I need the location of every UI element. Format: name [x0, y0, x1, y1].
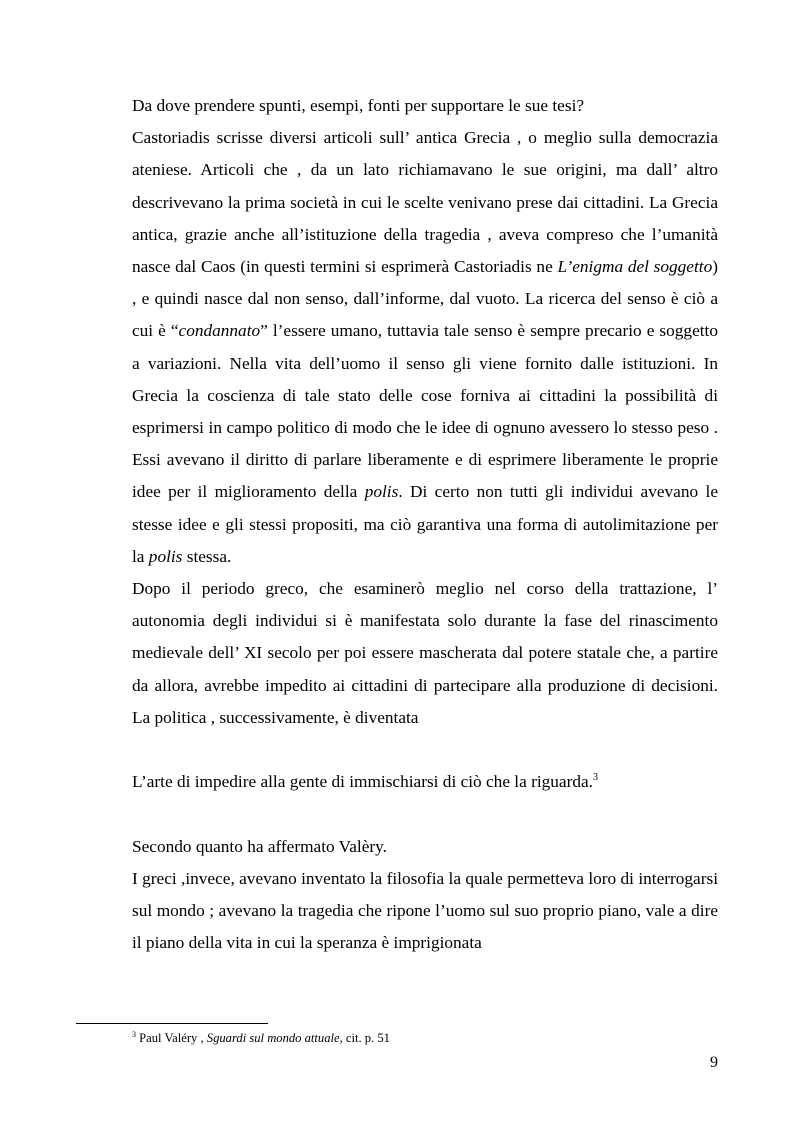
- italic-term: polis: [148, 546, 183, 566]
- paragraph-text: Dopo il periodo greco, che esaminerò meglio nel corso della trattazione, l’ autonomia degli individui si è manifestata solo durante la fase del rinascimento medievale dell’ XI secolo per poi essere mascherata dal potere statale che, a partire da allora, avrebbe impedito ai cittadini di partecipare alla produzione di decisioni. La politica , successivamente, è diventata: [132, 579, 718, 727]
- italic-term: condannato: [178, 321, 261, 341]
- italic-book-title: L’enigma del soggetto: [557, 257, 713, 277]
- paragraph-valery: [132, 831, 718, 863]
- paragraph-question: [132, 90, 718, 122]
- paragraph-text: stessa.: [182, 546, 232, 566]
- footnote: [132, 1030, 390, 1046]
- quote-text: L’arte di impedire alla gente di immischiarsi di ciò che la riguarda.: [132, 772, 593, 792]
- block-quote: [132, 766, 718, 798]
- body-text: [132, 90, 718, 959]
- paragraph-text: ” l’essere umano, tuttavia tale senso è sempre precario e soggetto a variazioni. Nella vita dell’uomo il senso gli viene fornito dalle istituzioni. In Grecia la coscienza di tale stato delle cose forniva ai cittadini la possibilità di esprimersi in campo politico di modo che le idee di ognuno avessero lo stesso peso . Essi avevano il diritto di parlare liberamente e di esprimere liberamente le proprie idee per il miglioramento della: [132, 321, 718, 502]
- page-number: 9: [710, 1054, 718, 1071]
- footnote-separator: [76, 1023, 268, 1024]
- paragraph-text: Castoriadis scrisse diversi articoli sull’ antica Grecia , o meglio sulla democrazia ateniese. Articoli che , da un lato richiamavano le sue origini, ma dall’ altro descrivevano la prima società in cui le scelte venivano prese dai cittadini. La Grecia antica, grazie anche all’istituzione della tragedia , aveva compreso che l’umanità nasce dal Caos (in questi termini si esprimerà Castoriadis ne: [132, 128, 718, 277]
- paragraph-castoriadis: [132, 122, 718, 573]
- footnote-number: 3: [132, 1030, 136, 1039]
- paragraph-text: Secondo quanto ha affermato Valèry.: [132, 836, 387, 856]
- italic-term: polis: [364, 482, 399, 502]
- paragraph-text: ) , e quindi nasce dal non senso, dall’informe, dal vuoto. La ricerca del senso è ciò a cui è “: [132, 257, 718, 341]
- paragraph-text: . Di certo non tutti gli individui avevano le stesse idee e gli stessi propositi, ma ciò garantiva una forma di autolimitazione per la: [132, 482, 718, 566]
- footnote-reference[interactable]: 3: [593, 772, 598, 784]
- footnote-citation: , cit. p. 51: [339, 1031, 390, 1045]
- paragraph-text: I greci ,invece, avevano inventato la filosofia la quale permetteva loro di interrogarsi sul mondo ; avevano la tragedia che ripone l’uomo sul suo proprio piano, vale a dire il piano della vita in cui la speranza è imprigionata: [132, 868, 718, 953]
- paragraph-periodo-greco: [132, 573, 718, 734]
- footnote-title: Sguardi sul mondo attuale: [206, 1031, 340, 1045]
- blank-line: [132, 798, 718, 830]
- blank-line: [132, 734, 718, 766]
- footnote-author: Paul Valéry ,: [136, 1031, 207, 1045]
- paragraph-text: Da dove prendere spunti, esempi, fonti per supportare le sue tesi?: [132, 96, 585, 115]
- paragraph-greci: [132, 863, 718, 960]
